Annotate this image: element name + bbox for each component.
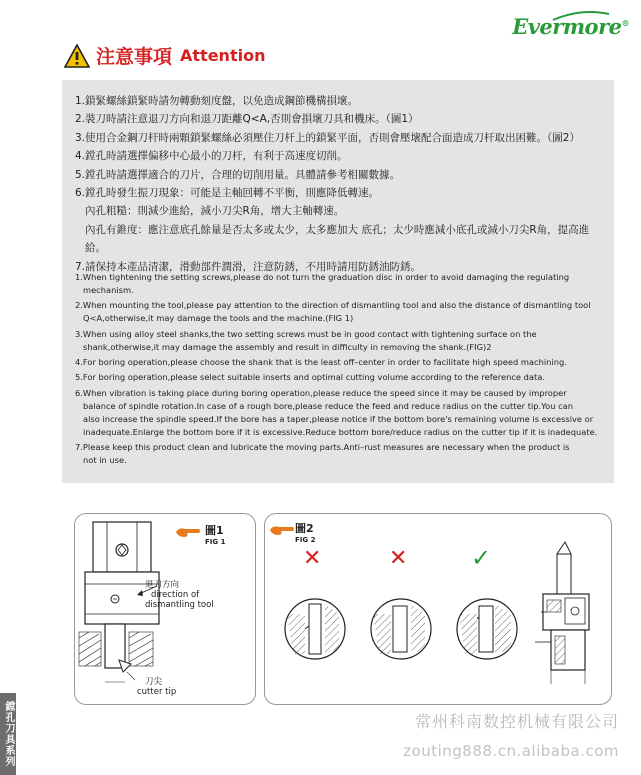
brand-logo (512, 14, 629, 39)
en-item-3-line-1: 3.When using alloy steel shanks,the two setting screws must be in good contact with tightening surface on the (75, 328, 537, 339)
attention-header (64, 42, 265, 69)
warning-icon (64, 44, 90, 68)
fig2-diagram (265, 514, 611, 704)
pointing-hand-icon (175, 526, 201, 538)
fig1-direction-callout (145, 580, 214, 610)
en-item-6-line-2: balance of spindle rotation.In case of a rough bore,please reduce the feed and reduce radius on the cutter tip.You can (83, 400, 574, 411)
en-item-1 (75, 271, 607, 297)
watermark-company: 常州科南数控机械有限公司 (414, 712, 619, 731)
zh-item-2: 2.裝刀時請注意退刀方向和退刀距離Q<A,否則會損壞刀具和機床。（圖1） (75, 113, 419, 126)
instructions-box (62, 80, 614, 483)
fig2-label-zh: 圖2 (295, 522, 314, 535)
en-item-2 (75, 299, 607, 325)
fig1-panel (74, 513, 256, 705)
english-instructions (75, 271, 607, 470)
fig2-detail-wrong-1 (285, 599, 345, 659)
brand-logo-text: Evermore (512, 14, 622, 39)
en-item-5-line-1: 5.For boring operation,please select suitable inserts and optimal cutting volume according to the reference data. (75, 372, 545, 383)
fig2-detail-correct (457, 599, 517, 659)
zh-item-6-taper: 內孔有錐度：應注意底孔餘量是否太多或太少，太多應加大 底孔；太少時應減小底孔或減小刀尖R角，提高進給。 (85, 223, 590, 255)
figures-area (74, 513, 612, 703)
en-item-6-line-3: also increase the spindle speed.If the bore has a taper,please notice if the bottom bore's remaining volume is excessive or (83, 413, 594, 424)
en-item-1-line-2: mechanism. (83, 285, 134, 296)
zh-item-6: 6.鏜孔時發生振刀現象：可能是主軸回轉不平衡，則應降低轉速。 (75, 187, 380, 200)
en-item-2-line-2: Q<A,otherwise,it may damage the tools and the machine.(FIG 1) (83, 313, 354, 324)
en-item-6-line-4: inadequate.Enlarge the bottom bore if it is excessive.Reduce bottom bore/reduce radius on the cutter tip if it is inadequate. (83, 426, 598, 437)
zh-item-7: 7.請保持本產品清潔，滑動部件潤滑，注意防銹，不用時請用防銹油防銹。 (75, 260, 422, 273)
registered-mark: ® (621, 18, 629, 28)
fig1-label-zh: 圖1 (205, 524, 224, 537)
fig1-label-en: FIG 1 (205, 538, 226, 546)
en-item-4-line-1: 4.For boring operation,please choose the shank that is the least off–center in order to facilitate high speed machining. (75, 357, 567, 368)
zh-item-1: 1.鎖緊螺絲鎖緊時請勿轉動刻度盤，以免造成鋼節機構損壞。 (75, 95, 359, 107)
title-english: Attention (180, 46, 266, 65)
en-item-4 (75, 356, 607, 369)
fig2-wrong-mark-1: ✕ (303, 546, 322, 571)
fig1-tip-zh: 刀尖 (145, 677, 163, 687)
title-chinese: 注意事項 (96, 46, 173, 68)
fig1-tip-en: cutter tip (137, 687, 177, 697)
zh-item-6-rough: 內孔粗糙：則減少進給，減小刀尖R角，增大主軸轉速。 (85, 205, 345, 218)
en-item-3-line-2: shank,otherwise,it may damage the assembly and result in difficulty in removing the shank.(FIG)2 (83, 341, 492, 352)
zh-item-5: 5.鏜孔時請選擇適合的刀片，合理的切削用量。具體請參考相關數據。 (75, 168, 401, 181)
fig1-tip-callout (137, 677, 176, 697)
en-item-5 (75, 371, 607, 384)
en-item-7-line-2: not in use. (83, 455, 127, 466)
en-item-6-line-1: 6.When vibration is taking place during boring operation,please reduce the speed since it may be caused by improper (75, 387, 567, 398)
fig1-label (205, 522, 225, 546)
en-item-3 (75, 328, 607, 354)
side-category-tab: 鏜孔刀具系列 (0, 693, 16, 775)
zh-item-4: 4.鏜孔時請選擇偏移中心最小的刀杆，有利于高速度切削。 (75, 150, 348, 163)
zh-item-3: 3.使用合金鋼刀杆時兩顆鎖緊螺絲必須壓住刀杆上的鎖緊平面，否則會壓壞配合面造成刀杆取出困難。（圖2） (75, 131, 580, 144)
fig1-direction-zh: 退刀方向 (145, 580, 180, 590)
fig2-panel (264, 513, 612, 705)
en-item-7-line-1: 7.Please keep this product clean and lubricate the moving parts.Anti–rust measures are necessary when the product is (75, 442, 570, 453)
fig2-detail-wrong-2 (371, 599, 431, 659)
fig1-direction-en-1: direction of (151, 590, 200, 600)
en-item-6 (75, 387, 607, 439)
en-item-1-line-1: 1.When tightening the setting screws,please do not turn the graduation disc in order to avoid damaging the regulating (75, 272, 570, 282)
watermark-url: zouting888.cn.alibaba.com (403, 742, 619, 760)
fig2-tool-assembly (535, 542, 589, 684)
fig2-wrong-mark-2: ✕ (389, 546, 408, 571)
en-item-2-line-1: 2.When mounting the tool,please pay attention to the direction of dismantling tool and also the distance of dismantling tool (75, 300, 591, 311)
en-item-7 (75, 441, 607, 467)
fig1-direction-en-2: dismantling tool (145, 600, 214, 610)
fig2-check-mark: ✓ (471, 544, 492, 572)
chinese-instructions (75, 92, 605, 276)
fig2-label-en: FIG 2 (295, 536, 316, 544)
